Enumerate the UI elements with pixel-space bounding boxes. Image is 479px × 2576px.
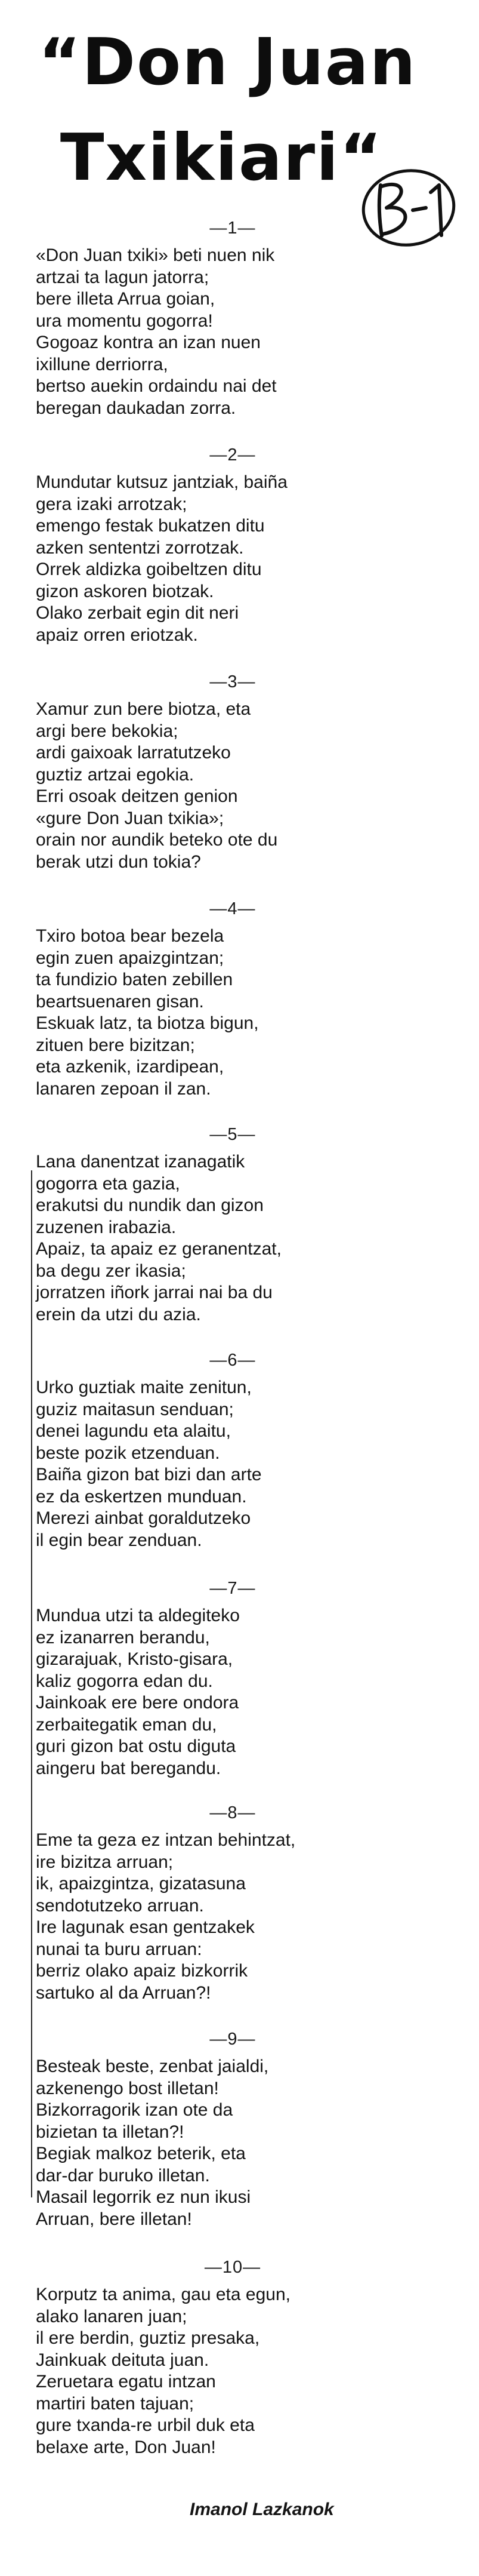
verse-line: Urko guztiak maite zenitun, (36, 1378, 252, 1397)
verse-line: dar-dar buruko illetan. (36, 2165, 210, 2185)
verse-line: martiri baten tajuan; (36, 2393, 194, 2414)
stanza-number: —9— (209, 2030, 256, 2049)
verse-line: Masail legorrik ez nun ikusi (36, 2187, 251, 2207)
stanza-9 (36, 2027, 429, 2230)
verse-line: lanaren zepoan il zan. (36, 1078, 211, 1099)
verse-line: zerbaitegatik eman du, (36, 1714, 217, 1735)
verse-line: Merezi ainbat goraldutzeko (36, 1508, 251, 1528)
stanza-number: —6— (209, 1351, 256, 1370)
author-signature: Imanol Lazkanok (190, 2500, 334, 2519)
verse-line: Jainkuak deituta juan. (36, 2350, 209, 2370)
verse-line: zituen bere bizitzan; (36, 1035, 195, 1055)
verse-line: guri gizon bat ostu diguta (36, 1736, 236, 1756)
verse-line: ixillune derriorra, (36, 354, 168, 374)
verse-line: artzai ta lagun jatorra; (36, 267, 209, 287)
verse-line: il egin bear zenduan. (36, 1530, 202, 1550)
verse-line: egin zuen apaizgintzan; (36, 948, 224, 968)
verse-line: beregan daukadan zorra. (36, 398, 236, 418)
verse-line: Eme ta geza ez intzan behintzat, (36, 1830, 296, 1850)
stanza-number: —3— (209, 672, 256, 691)
verse-line: ta fundizio baten zebillen (36, 970, 233, 989)
stanza-1 (36, 216, 429, 419)
verse-line: bertso auekin ordaindu nai det (36, 376, 277, 396)
verse-line: ardi gaixoak larratutzeko (36, 743, 231, 763)
stanza-number: —4— (209, 899, 256, 918)
verse-line: gizon askoren biotzak. (36, 581, 214, 601)
verse-line: emengo festak bukatzen ditu (36, 516, 265, 536)
verse-line: jorratzen iñork jarrai nai ba du (36, 1283, 273, 1302)
verse-line: il ere berdin, guztiz presaka, (36, 2328, 260, 2348)
verse-line: Erri osoak deitzen genion (36, 786, 238, 806)
verse-line: beartsuenaren gisan. (36, 991, 204, 1012)
stanza-number: —1— (209, 219, 256, 238)
stanza-6 (36, 1348, 429, 1551)
verse-line: Ire lagunak esan gentzakek (36, 1917, 255, 1937)
title-line-1: “Don Juan (38, 25, 417, 100)
verse-line: Mundua utzi ta aldegiteko (36, 1606, 240, 1625)
verse-line: zuzenen irabazia. (36, 1217, 177, 1237)
verse-line: belaxe arte, Don Juan! (36, 2437, 216, 2457)
verse-line: berriz olako apaiz bizkorrik (36, 1961, 248, 1981)
verse-line: ik, apaizgintza, gizatasuna (36, 1874, 246, 1893)
verse-line: ez izanarren berandu, (36, 1627, 210, 1647)
verse-line: Korputz ta anima, gau eta egun, (36, 2285, 291, 2304)
stanza-5 (36, 1123, 429, 1326)
verse-line: Baiña gizon bat bizi dan arte (36, 1465, 262, 1484)
verse-line: Arruan, bere illetan! (36, 2209, 192, 2229)
stanza-number: —5— (209, 1125, 256, 1144)
verse-line: Lana danentzat izanagatik (36, 1152, 245, 1172)
title-line-2: Txikiari“ (60, 121, 384, 195)
verse-line: Besteak beste, zenbat jaialdi, (36, 2057, 269, 2076)
verse-line: «Don Juan txiki» beti nuen nik (36, 245, 275, 265)
stanza-8 (36, 1801, 429, 2004)
verse-line: Zeruetara egatu intzan (36, 2372, 216, 2391)
verse-line: Gogoaz kontra an izan nuen (36, 333, 261, 352)
verse-line: gure txanda-re urbil duk eta (36, 2415, 255, 2435)
verse-line: sartuko al da Arruan?! (36, 1982, 211, 2003)
verse-line: Txiro botoa bear bezela (36, 926, 224, 946)
verse-line: Apaiz, ta apaiz ez geranentzat, (36, 1239, 282, 1259)
verse-line: sendotutzeko arruan. (36, 1895, 204, 1916)
verse-line: erein da utzi du azia. (36, 1304, 201, 1324)
verse-line: «gure Don Juan txikia»; (36, 808, 224, 828)
verse-line: ba degu zer ikasia; (36, 1261, 186, 1281)
verse-line: Olako zerbait egin dit neri (36, 603, 239, 623)
verse-line: berak utzi dun tokia? (36, 852, 201, 872)
stanza-number: —10— (204, 2258, 261, 2277)
verse-line: ez da eskertzen munduan. (36, 1486, 247, 1507)
stanza-10 (36, 2255, 429, 2458)
verse-line: azkenengo bost illetan! (36, 2078, 219, 2098)
verse-line: denei lagundu eta alaitu, (36, 1421, 231, 1441)
verse-line: argi bere bekokia; (36, 721, 178, 741)
verse-line: nunai ta buru arruan: (36, 1939, 202, 1959)
verse-line: ire bizitza arruan; (36, 1852, 174, 1872)
verse-line: Mundutar kutsuz jantziak, baiña (36, 472, 288, 492)
verse-line: bere illeta Arrua goian, (36, 289, 215, 309)
verse-line: Xamur zun bere biotza, eta (36, 699, 251, 719)
verse-line: aingeru bat beregandu. (36, 1758, 221, 1778)
verse-line: Eskuak latz, ta biotza bigun, (36, 1013, 259, 1033)
verse-line: eta azkenik, izardipean, (36, 1057, 224, 1077)
stanza-7 (36, 1576, 429, 1779)
stanza-2 (36, 443, 429, 646)
verse-line: Jainkoak ere bere ondora (36, 1693, 239, 1713)
verse-line: Orrek aldizka goibeltzen ditu (36, 560, 262, 579)
verse-line: Begiak malkoz beterik, eta (36, 2144, 246, 2163)
verse-line: Bizkorragorik izan ote da (36, 2100, 233, 2120)
verse-line: erakutsi du nundik dan gizon (36, 1195, 264, 1215)
verse-line: ura momentu gogorra! (36, 311, 213, 331)
stanza-number: —7— (209, 1579, 256, 1598)
verse-line: gogorra eta gazia, (36, 1173, 180, 1194)
verse-line: guziz maitasun senduan; (36, 1399, 234, 1419)
verse-line: orain nor aundik beteko ote du (36, 830, 278, 850)
verse-line: guztiz artzai egokia. (36, 764, 194, 785)
stanza-number: —2— (209, 445, 256, 465)
verse-line: azken sententzi zorrotzak. (36, 537, 244, 558)
verse-line: alako lanaren juan; (36, 2306, 187, 2326)
verse-line: kaliz gogorra edan du. (36, 1671, 213, 1691)
verse-line: gera izaki arrotzak; (36, 494, 187, 514)
left-margin-rule (31, 1170, 32, 2197)
verse-line: gizarajuak, Kristo-gisara, (36, 1649, 233, 1669)
verse-line: beste pozik etzenduan. (36, 1443, 220, 1463)
verse-line: apaiz orren eriotzak. (36, 625, 198, 645)
stanza-number: —8— (209, 1803, 256, 1822)
verse-line: bizietan ta illetan?! (36, 2122, 184, 2142)
stanza-3 (36, 670, 429, 873)
stanza-4 (36, 897, 429, 1100)
